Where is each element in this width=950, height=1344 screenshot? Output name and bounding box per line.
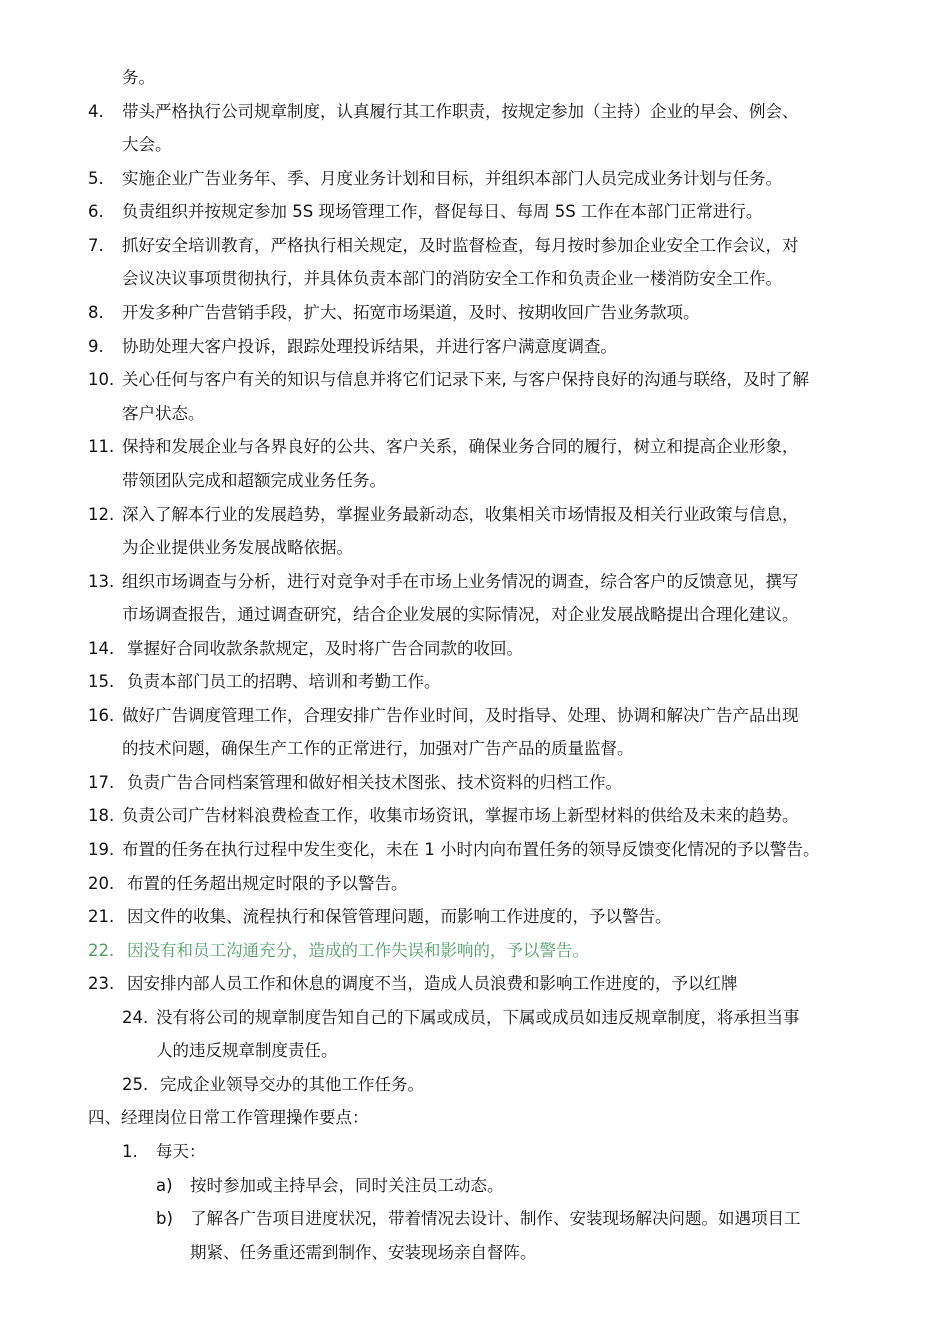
item-text: 为企业提供业务发展战略依据。	[122, 538, 353, 557]
item-text: 深入了解本行业的发展趋势，掌握业务最新动态，收集相关市场情报及相关行业政策与信息，	[122, 505, 799, 524]
sub-item-text: 期紧、任务重还需到制作、安装现场亲自督阵。	[190, 1243, 537, 1262]
item-number: 25.	[122, 1075, 149, 1094]
sub-item-letter: a)	[156, 1176, 173, 1195]
item-text: 人的违反规章制度责任。	[156, 1041, 338, 1060]
item-number: 18.	[88, 806, 115, 825]
continuation-text: 务。	[122, 68, 155, 87]
item-text: 因安排内部人员工作和休息的调度不当，造成人员浪费和影响工作进度的，予以红牌	[127, 974, 738, 993]
item-text: 大会。	[122, 135, 172, 154]
item-number: 5.	[88, 169, 104, 188]
item-number: 16.	[88, 706, 115, 725]
item-text: 做好广告调度管理工作，合理安排广告作业时间，及时指导、处理、协调和解决广告产品出现	[122, 706, 799, 725]
sub-label: 每天：	[156, 1142, 206, 1161]
sub-item-text: 按时参加或主持早会，同时关注员工动态。	[190, 1176, 504, 1195]
item-text: 因文件的收集、流程执行和保管管理问题，而影响工作进度的，予以警告。	[127, 907, 672, 926]
item-number: 6.	[88, 202, 104, 221]
section-heading: 四、经理岗位日常工作管理操作要点：	[88, 1108, 369, 1127]
item-text: 布置的任务超出规定时限的予以警告。	[127, 874, 408, 893]
item-number: 4.	[88, 102, 104, 121]
item-number: 10.	[88, 370, 115, 389]
item-number: 21.	[88, 907, 115, 926]
item-text: 掌握好合同收款条款规定，及时将广告合同款的收回。	[127, 639, 523, 658]
item-number: 19.	[88, 840, 115, 859]
item-number-highlighted: 22.	[88, 941, 115, 960]
item-number: 14.	[88, 639, 115, 658]
item-number: 17.	[88, 773, 115, 792]
item-number: 11.	[88, 437, 115, 456]
item-number: 13.	[88, 572, 115, 591]
item-text: 负责公司广告材料浪费检查工作，收集市场资讯，掌握市场上新型材料的供给及未来的趋势。	[122, 806, 799, 825]
item-text: 负责本部门员工的招聘、培训和考勤工作。	[127, 672, 441, 691]
item-number: 7.	[88, 236, 104, 255]
item-text: 客户状态。	[122, 404, 205, 423]
item-text: 协助处理大客户投诉，跟踪处理投诉结果，并进行客户满意度调查。	[122, 337, 617, 356]
item-number: 12.	[88, 505, 115, 524]
item-text: 的技术问题，确保生产工作的正常进行，加强对广告产品的质量监督。	[122, 739, 634, 758]
item-text: 开发多种广告营销手段，扩大、拓宽市场渠道，及时、按期收回广告业务款项。	[122, 303, 700, 322]
item-text: 会议决议事项贯彻执行，并具体负责本部门的消防安全工作和负责企业一楼消防安全工作。	[122, 269, 782, 288]
item-text: 市场调查报告，通过调查研究，结合企业发展的实际情况，对企业发展战略提出合理化建议。	[122, 605, 799, 624]
item-number: 24.	[122, 1008, 149, 1027]
item-number: 9.	[88, 337, 104, 356]
item-text: 负责广告合同档案管理和做好相关技术图张、技术资料的归档工作。	[127, 773, 622, 792]
item-text: 布置的任务在执行过程中发生变化，未在 1 小时内向布置任务的领导反馈变化情况的予以警告。	[122, 840, 820, 859]
sub-number: 1.	[122, 1142, 138, 1161]
item-number: 20.	[88, 874, 115, 893]
item-number: 8.	[88, 303, 104, 322]
item-text: 抓好安全培训教育，严格执行相关规定，及时监督检查，每月按时参加企业安全工作会议，对	[122, 236, 799, 255]
item-text: 组织市场调查与分析，进行对竞争对手在市场上业务情况的调查，综合客户的反馈意见，撰写	[122, 572, 799, 591]
item-text: 带领团队完成和超额完成业务任务。	[122, 471, 386, 490]
item-text: 保持和发展企业与各界良好的公共、客户关系，确保业务合同的履行，树立和提高企业形象，	[122, 437, 799, 456]
item-number: 15.	[88, 672, 115, 691]
item-text: 关心任何与客户有关的知识与信息并将它们记录下来, 与客户保持良好的沟通与联络，及时了解	[122, 370, 809, 389]
item-text: 带头严格执行公司规章制度，认真履行其工作职责，按规定参加（主持）企业的早会、例会、	[122, 102, 799, 121]
item-text: 没有将公司的规章制度告知自己的下属或成员，下属或成员如违反规章制度，将承担当事	[156, 1008, 800, 1027]
item-number: 23.	[88, 974, 115, 993]
item-text-highlighted: 因没有和员工沟通充分，造成的工作失误和影响的，予以警告。	[127, 941, 589, 960]
sub-item-letter: b)	[156, 1209, 173, 1228]
sub-item-text: 了解各广告项目进度状况，带着情况去设计、制作、安装现场解决问题。如遇项目工	[190, 1209, 801, 1228]
item-text: 实施企业广告业务年、季、月度业务计划和目标，并组织本部门人员完成业务计划与任务。	[122, 169, 782, 188]
item-text: 负责组织并按规定参加 5S 现场管理工作，督促每日、每周 5S 工作在本部门正常进行。	[122, 202, 763, 221]
item-text: 完成企业领导交办的其他工作任务。	[160, 1075, 424, 1094]
